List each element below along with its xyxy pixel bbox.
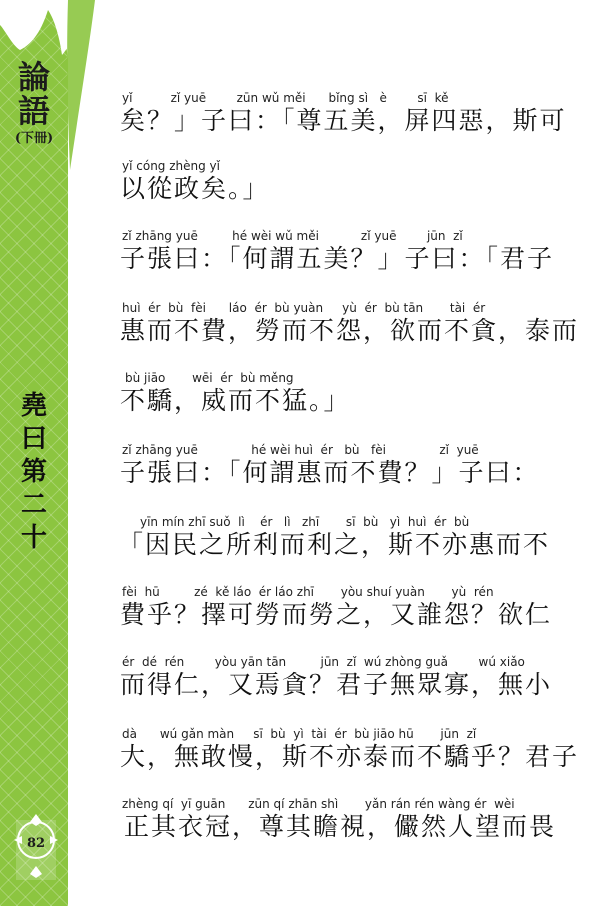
page-number: 82: [26, 836, 46, 851]
pinyin-line: yīn mín zhī suǒ lì ér lì zhī sī bù yì huì ér bù: [140, 515, 470, 529]
text-line: [0, 92, 610, 148]
volume-label: (下冊): [14, 131, 54, 146]
chinese-line: 不驕，威而不猛。」: [120, 386, 351, 415]
text-line: [0, 444, 610, 500]
chinese-line: 大，無敢慢，斯不亦泰而不驕乎？君子: [120, 742, 580, 771]
chinese-line: 子張曰：「何謂惠而不費？」子曰：: [120, 458, 540, 487]
chapter-title-char: 二: [20, 490, 47, 520]
book-title-char: 論: [17, 58, 50, 96]
text-line: [0, 302, 610, 358]
text-line: [0, 230, 610, 286]
chinese-line: 矣？」子曰：「尊五美，屏四惡，斯可: [120, 106, 567, 135]
book-title-char: 語: [17, 92, 50, 130]
chapter-title-char: 堯: [20, 391, 47, 421]
pinyin-line: zǐ zhāng yuē hé wèi huì ér bù fèi zǐ yuē: [122, 443, 479, 457]
pinyin-line: fèi hū zé kě láo ér láo zhī yòu shuí yuàn yù rén: [122, 585, 494, 599]
text-line: [0, 372, 610, 428]
pinyin-line: dà wú gǎn màn sī bù yì tài ér bù jiāo hū jūn zǐ: [122, 727, 477, 741]
pinyin-line: yǐ cóng zhèng yǐ: [122, 159, 220, 173]
pinyin-line: ér dé rén yòu yān tān jūn zǐ wú zhòng guǎ wú xiǎo: [122, 655, 525, 669]
chinese-line: 而得仁，又焉貪？君子無眾寡，無小: [120, 670, 553, 699]
chapter-title-char: 第: [20, 457, 47, 487]
text-line: [0, 516, 610, 572]
chinese-line: 費乎？擇可勞而勞之，又誰怨？欲仁: [120, 600, 553, 629]
chinese-line: 正其衣冠，尊其瞻視，儼然人望而畏: [124, 812, 557, 841]
text-line: [0, 586, 610, 642]
text-line: [0, 160, 610, 216]
pinyin-line: zǐ zhāng yuē hé wèi wǔ měi zǐ yuē jūn zǐ: [122, 229, 463, 243]
text-line: [0, 728, 610, 784]
text-line: [0, 798, 610, 854]
pinyin-line: bù jiāo wēi ér bù měng: [125, 371, 294, 385]
chinese-line: 惠而不費，勞而不怨，欲而不貪，泰而: [120, 316, 580, 345]
text-line: [0, 656, 610, 712]
pinyin-line: huì ér bù fèi láo ér bù yuàn yù ér bù tān tài ér: [122, 301, 486, 315]
chapter-title-char: 曰: [20, 424, 47, 454]
chinese-line: 以從政矣。」: [120, 174, 270, 203]
chapter-title-char: 十: [20, 523, 47, 553]
chinese-line: 子張曰：「何謂五美？」子曰：「君子: [120, 244, 555, 273]
pinyin-line: zhèng qí yī guān zūn qí zhān shì yǎn rán rén wàng ér wèi: [122, 797, 515, 811]
pinyin-line: yǐ zǐ yuē zūn wǔ měi bǐng sì è sī kě: [122, 91, 449, 105]
chinese-line: 「因民之所利而利之，斯不亦惠而不: [118, 530, 551, 559]
